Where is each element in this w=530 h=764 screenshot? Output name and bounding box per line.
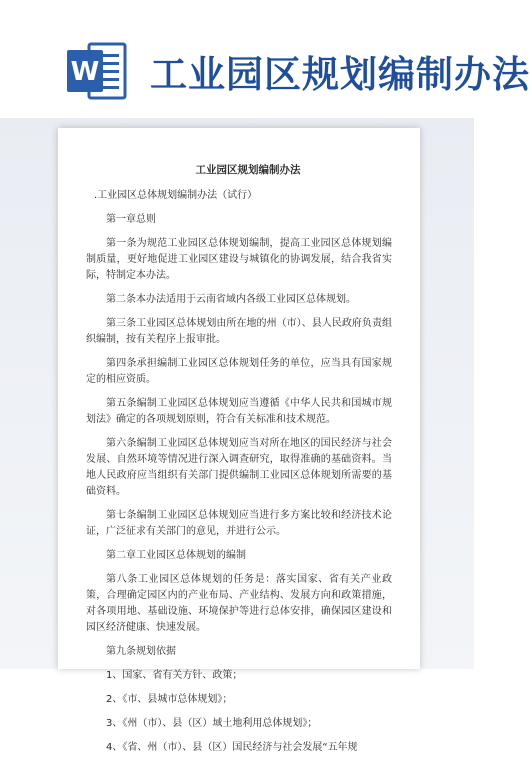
document-title: 工业园区规划编制办法: [195, 164, 301, 176]
banner-title: 工业园区规划编制办法: [150, 53, 530, 96]
paragraph: 第七条编制工业园区总体规划应当进行多方案比较和经济技术论证，广泛征求有关部门的意见，并进行公示。: [86, 510, 392, 537]
chapter-heading: 第一章总则: [106, 214, 156, 225]
logo-letter: W: [70, 57, 100, 87]
paragraph: 第一条为规范工业园区总体规划编制，提高工业园区总体规划编制质量，更好地促进工业园区建设与城镇化的协调发展，结合我省实际，特制定本办法。: [86, 238, 392, 281]
paragraph: 第八条工业园区总体规划的任务是：落实国家、省有关产业政策，合理确定园区内的产业布局、产业结构、发展方向和政策措施，对各项用地、基础设施、环境保护等进行总体安排，确保园区建设和园区经济健康、快速发展。: [86, 574, 392, 633]
document-page: [58, 128, 420, 753]
paragraph: 第三条工业园区总体规划由所在地的州（市）、县人民政府负责组织编制，按有关程序上报审批。: [86, 318, 392, 345]
paragraph: 第五条编制工业园区总体规划应当遵循《中华人民共和国城市规划法》确定的各项规划原则，符合有关标准和技术规范。: [86, 398, 392, 425]
chapter-heading: 第二章工业园区总体规划的编制: [106, 550, 246, 561]
list-item: 4、《省、州（市）、县（区）国民经济与社会发展“五年规: [106, 742, 358, 753]
list-item: 1、国家、省有关方针、政策；: [106, 670, 243, 681]
list-item: 2、《市、县城市总体规划》；: [106, 694, 233, 705]
word-document-icon: [63, 38, 129, 104]
subtitle: .工业园区总体规划编制办法（试行）: [94, 190, 258, 201]
paragraph: 第六条编制工业园区总体规划应当对所在地区的国民经济与社会发展、自然环境等情况进行深入调查研究，取得准确的基础资料。当地人民政府应当组织有关部门提供编制工业园区总体规划所需要的基础资料。: [86, 438, 392, 497]
paragraph: 第二条本办法适用于云南省域内各级工业园区总体规划。: [106, 294, 356, 305]
list-item: 3、《州（市）、县（区）域土地利用总体规划》；: [106, 718, 318, 729]
document-body: [86, 162, 392, 764]
paragraph: 第九条规划依据: [106, 646, 176, 657]
paragraph: 第四条承担编制工业园区总体规划任务的单位，应当具有国家规定的相应资质。: [86, 358, 392, 385]
